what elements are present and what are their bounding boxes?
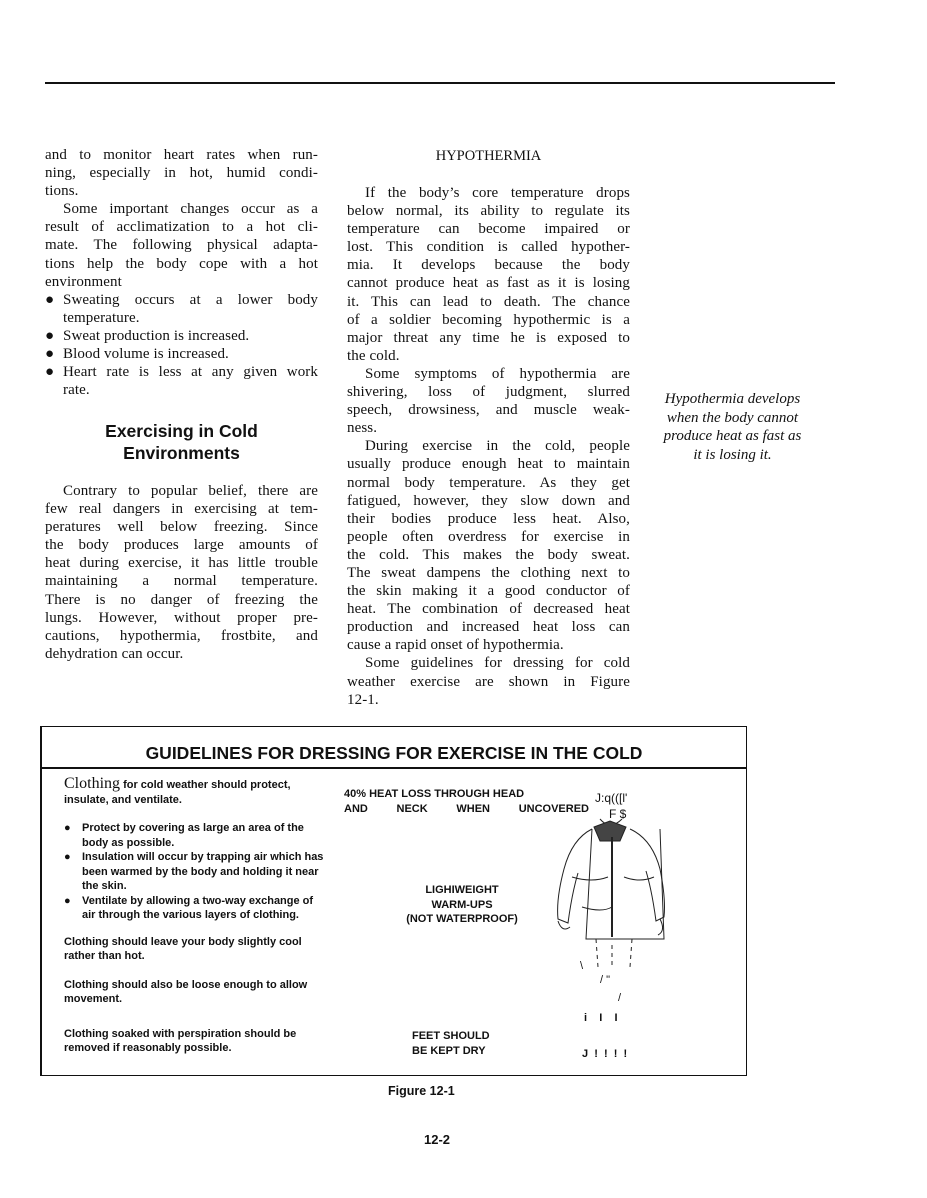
bullet-line xyxy=(45,327,318,345)
text-line: dehydration can occur. xyxy=(45,645,184,662)
intro xyxy=(64,777,324,807)
bullet-text: Sweat production is increased. xyxy=(63,327,250,344)
figure-caption: Figure 12-1 xyxy=(388,1084,455,1098)
text-line: fatigued, however, they slow down and xyxy=(347,492,630,509)
illustration-artifact: \ xyxy=(580,960,584,972)
word: UNCOVERED xyxy=(518,802,589,815)
intro-rest: for cold weather should protect, insulate, and ventilate. xyxy=(64,779,291,806)
text-line: weather exercise are shown in Figure xyxy=(347,673,630,690)
heading-line: Exercising in Cold xyxy=(105,421,258,441)
bullet-item: ● Ventilate by allowing a two-way exchange of air through the various layers of clothing. xyxy=(64,894,314,921)
bullet-line xyxy=(45,291,318,309)
bullet-line xyxy=(45,345,318,363)
text-line: normal body temperature. As they get xyxy=(347,474,630,491)
bullet-text: Sweating occurs at a lower body xyxy=(63,291,318,308)
text-line: cause a rapid onset of hypothermia. xyxy=(347,637,564,654)
label-line: (NOT WATERPROOF) xyxy=(406,913,518,925)
text-line: cannot produce heat as fast as it is losing xyxy=(347,275,630,292)
text-line: the cold. xyxy=(347,347,400,364)
page-number: 12-2 xyxy=(424,1132,451,1147)
illustration-artifact: i I I xyxy=(584,1012,618,1024)
text-line: lost. This condition is called hypother- xyxy=(347,239,630,256)
left-column xyxy=(45,146,318,399)
text-line: Some symptoms of hypothermia are xyxy=(365,365,630,382)
text-line: shivering, loss of judgment, slurred xyxy=(347,384,630,401)
figure-divider xyxy=(42,767,746,769)
text-line: speech, drowsiness, and muscle weak- xyxy=(347,402,630,419)
bullet-line xyxy=(45,363,318,381)
text-line: it. This can lead to death. The chance xyxy=(347,293,630,310)
bullet-text: Protect by covering as large an area of the body as possible. xyxy=(82,822,304,849)
person-in-warmups-illustration xyxy=(542,797,682,967)
heading-line: Environments xyxy=(123,443,240,463)
text-line: result of acclimatization to a hot cli- xyxy=(45,219,318,236)
head-label-line: 40% HEAT LOSS THROUGH HEAD xyxy=(344,788,525,800)
margin-note-line: when the body cannot xyxy=(666,409,799,426)
bullet-text: rate. xyxy=(63,382,90,399)
label-line: BE KEPT DRY xyxy=(412,1044,486,1057)
bullet-text: temperature. xyxy=(63,309,140,326)
margin-note-line: it is losing it. xyxy=(693,446,772,463)
word: WHEN xyxy=(456,802,490,815)
text-line: Some guidelines for dressing for cold xyxy=(365,655,630,672)
bullet-item: ● Protect by covering as large an area of the body as possible. xyxy=(64,822,304,849)
feet-label xyxy=(412,1029,490,1058)
figure-box xyxy=(40,726,747,1076)
bullet-icon: ● xyxy=(45,346,55,363)
text-line: few real dangers in exercising at tem- xyxy=(45,501,318,518)
word: AND xyxy=(344,802,368,815)
text-line: below normal, its ability to regulate its xyxy=(347,203,630,220)
illustration-artifact: / " xyxy=(600,974,611,986)
middle-column xyxy=(347,184,630,709)
text-line: There is no danger of freezing the xyxy=(45,591,318,608)
note: Clothing should leave your body slightly cool rather than hot. xyxy=(64,935,302,962)
warmups-label xyxy=(392,883,532,927)
left-column-lower xyxy=(45,482,318,663)
text-line: tions. xyxy=(45,183,79,200)
text-line: cautions, hypothermia, frostbite, and xyxy=(45,627,318,644)
word: NECK xyxy=(396,802,428,815)
bullet-line xyxy=(45,381,318,399)
text-line: If the body’s core temperature drops xyxy=(365,185,630,201)
text-line: Some important changes occur as a xyxy=(63,201,318,218)
bullet-icon: ● xyxy=(45,291,55,308)
text-line: production and increased heat loss can xyxy=(347,619,630,636)
text-line: ning, especially in hot, humid condi- xyxy=(45,165,318,182)
note: Clothing should also be loose enough to allow movement. xyxy=(64,978,308,1005)
label-line: LIGHIWEIGHT xyxy=(425,884,499,896)
text-line: temperature can become impaired or xyxy=(347,221,630,238)
section-heading xyxy=(45,420,318,464)
bullet-text: Ventilate by allowing a two-way exchange of air through the various layers of clothing. xyxy=(82,894,314,921)
bullet-icon: ● xyxy=(45,364,55,381)
label-line: FEET SHOULD xyxy=(412,1030,490,1042)
note: Clothing soaked with perspiration should be removed if reasonably possible. xyxy=(64,1027,297,1054)
figure-title: GUIDELINES FOR DRESSING FOR EXERCISE IN THE COLD xyxy=(145,743,643,763)
text-line: their bodies produce less heat. Also, xyxy=(347,510,630,527)
text-line: of a soldier becoming hypothermic is a xyxy=(347,311,630,328)
bullet-line xyxy=(45,309,318,327)
illustration-artifact: J:q(([l' xyxy=(595,791,628,805)
text-line: and to monitor heart rates when run- xyxy=(45,147,318,163)
text-line: ness. xyxy=(347,420,378,437)
text-line: mate. The following physical adapta- xyxy=(45,237,318,254)
guideline-bullets xyxy=(64,821,324,923)
text-line: Contrary to popular belief, there are xyxy=(63,483,318,499)
hypothermia-title: HYPOTHERMIA xyxy=(435,148,542,164)
intro-lead: Clothing xyxy=(64,775,121,792)
text-line: lungs. However, without proper pre- xyxy=(45,609,318,626)
text-line: the cold. This makes the body sweat. xyxy=(347,546,630,563)
illustration-artifact: J ! ! ! ! xyxy=(582,1048,628,1060)
text-line: heat during exercise, it has little trouble xyxy=(45,555,318,572)
top-rule xyxy=(45,82,835,84)
bullet-text: Blood volume is increased. xyxy=(63,346,229,363)
text-line: 12-1. xyxy=(347,691,379,708)
text-line: The sweat dampens the clothing next to xyxy=(347,564,630,581)
margin-note xyxy=(645,390,820,464)
illustration-artifact: F $ xyxy=(609,807,627,821)
bullet-text: Heart rate is less at any given work xyxy=(63,364,318,381)
text-line: heat. The combination of decreased heat xyxy=(347,601,630,618)
text-line: mia. It develops because the body xyxy=(347,257,630,274)
text-line: people often overdress for exercise in xyxy=(347,528,630,545)
margin-note-line: Hypothermia develops xyxy=(664,391,801,407)
text-line: the skin making it a good conductor of xyxy=(347,583,630,600)
text-line: During exercise in the cold, people xyxy=(365,438,630,455)
guidelines-text xyxy=(64,777,324,1070)
label-line: WARM-UPS xyxy=(431,898,493,911)
bullet-text: Insulation will occur by trapping air which has been warmed by the body and holding it near the skin. xyxy=(82,851,324,892)
illustration-artifact: / xyxy=(618,992,622,1004)
text-line: maintaining a normal temperature. xyxy=(45,573,318,590)
text-line: usually produce enough heat to maintain xyxy=(347,456,630,473)
bullet-icon: ● xyxy=(45,327,55,344)
margin-note-line: produce heat as fast as xyxy=(663,428,802,444)
text-line: the body produces large amounts of xyxy=(45,537,318,554)
text-line: environment xyxy=(45,273,122,290)
text-line: peratures well below freezing. Since xyxy=(45,519,318,536)
bullet-item: ● Insulation will occur by trapping air which has been warmed by the body and holding it near the skin. xyxy=(64,851,324,892)
text-line: major threat any time he is exposed to xyxy=(347,329,630,346)
text-line: tions help the body cope with a hot xyxy=(45,255,318,272)
